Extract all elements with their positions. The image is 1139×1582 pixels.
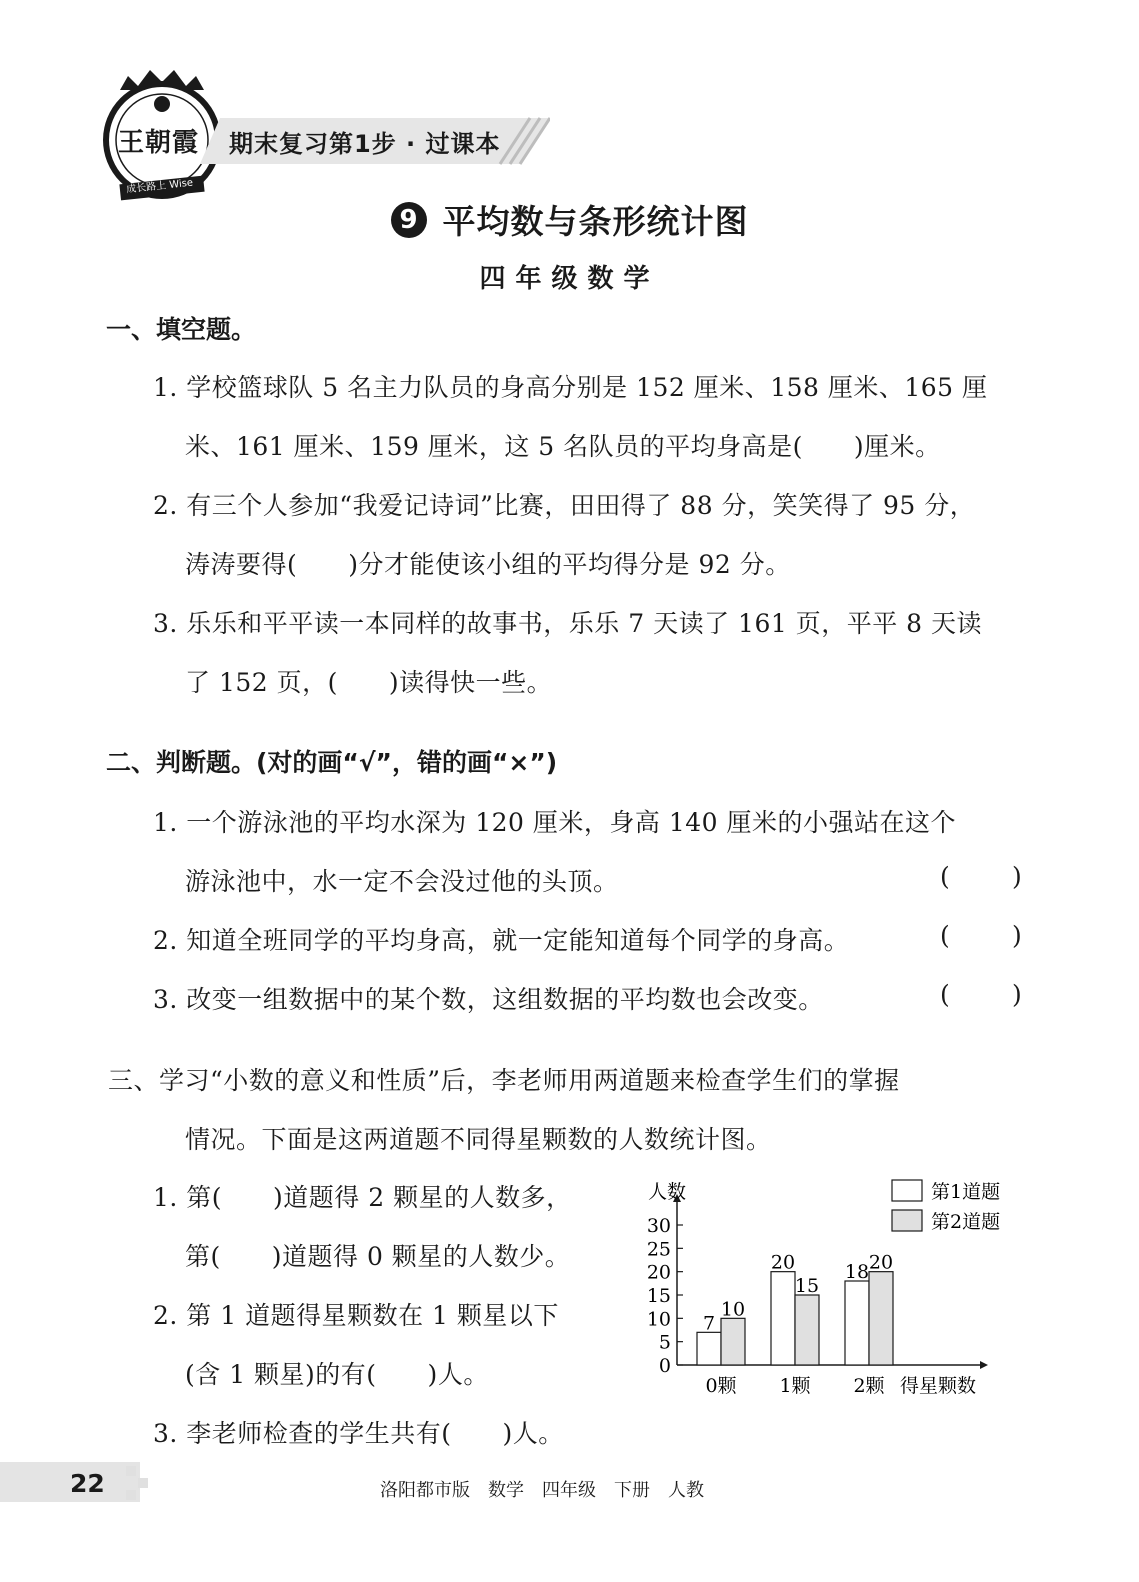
s3-q1-line2: 第( )道题得 0 颗星的人数少。 [185, 1242, 571, 1271]
bar-data-label: 20 [770, 1251, 796, 1274]
s3-q2-line1: 2. 第 1 道题得星颗数在 1 颗星以下 [153, 1301, 559, 1330]
page-number: 22 [70, 1469, 105, 1498]
bar-2 [869, 1272, 893, 1365]
y-tick-label: 25 [646, 1238, 671, 1261]
s2-q1-line2: 游泳池中，水一定不会没过他的头顶。 [185, 867, 619, 896]
y-tick-label: 0 [658, 1355, 671, 1377]
bar-data-label: 15 [794, 1275, 820, 1297]
s2-q1-answer-close: ) [1012, 862, 1022, 891]
page-title [0, 196, 1139, 243]
s1-q2-line2: 涛涛要得( )分才能使该小组的平均得分是 92 分。 [185, 550, 791, 579]
y-tick-label: 20 [646, 1261, 671, 1284]
y-tick-label: 5 [658, 1331, 671, 1354]
x-tick-label: 1颗 [779, 1375, 811, 1397]
section-1-heading: 一、填空题。 [106, 315, 257, 344]
s1-q1-line1: 1. 学校篮球队 5 名主力队员的身高分别是 152 厘米、158 厘米、165 厘 [153, 373, 988, 402]
section-3-heading-line2: 情况。下面是这两道题不同得星颗数的人数统计图。 [185, 1125, 772, 1154]
title-text: 平均数与条形统计图 [442, 202, 749, 241]
logo-name: 王朝霞 [118, 128, 200, 158]
legend-swatch [892, 1180, 922, 1201]
s3-q2-line2: (含 1 颗星)的有( )人。 [185, 1360, 489, 1389]
legend-swatch [892, 1210, 922, 1231]
lesson-number-badge: 9 [391, 202, 427, 238]
x-tick-label: 0颗 [705, 1375, 737, 1397]
s2-q3: 3. 改变一组数据中的某个数，这组数据的平均数也会改变。 [153, 985, 824, 1014]
y-axis-label: 人数 [648, 1181, 687, 1203]
s2-q2-answer-close: ) [1012, 921, 1022, 950]
logo-slogan: 成长路上 Wise [125, 177, 194, 196]
s2-q2-answer-open: ( [940, 921, 950, 950]
s1-q1-line2: 米、161 厘米、159 厘米，这 5 名队员的平均身高是( )厘米。 [185, 432, 941, 461]
legend-label: 第2道题 [931, 1211, 1001, 1233]
s1-q3-line1: 3. 乐乐和平平读一本同样的故事书，乐乐 7 天读了 161 页，平平 8 天读 [153, 609, 983, 638]
bar-1 [771, 1272, 795, 1365]
bar-1 [697, 1332, 721, 1365]
x-axis-arrow [980, 1361, 988, 1369]
legend-label: 第1道题 [931, 1181, 1001, 1203]
s1-q3-line2: 了 152 页，( )读得快一些。 [185, 668, 553, 697]
bar-data-label: 18 [844, 1261, 870, 1283]
s2-q1-answer-open: ( [940, 862, 950, 891]
s3-q3: 3. 李老师检查的学生共有( )人。 [153, 1419, 564, 1448]
s1-q2-line1: 2. 有三个人参加“我爱记诗词”比赛，田田得了 88 分，笑笑得了 95 分， [153, 491, 976, 520]
y-tick-label: 15 [646, 1285, 671, 1307]
s2-q3-answer-close: ) [1012, 980, 1022, 1009]
s3-q1-line1: 1. 第( )道题得 2 颗星的人数多， [153, 1183, 572, 1212]
bar-data-label: 10 [720, 1298, 746, 1321]
bar-2 [795, 1295, 819, 1365]
bar-2 [721, 1318, 745, 1365]
section-3-heading-line1: 三、学习“小数的意义和性质”后，李老师用两道题来检查学生们的掌握 [108, 1066, 900, 1095]
s2-q2: 2. 知道全班同学的平均身高，就一定能知道每个同学的身高。 [153, 926, 850, 955]
footer-decor-square [126, 1466, 136, 1476]
section-2-heading: 二、判断题。(对的画“√”，错的画“×”) [106, 748, 558, 777]
page-subtitle: 四年级数学 [479, 264, 660, 294]
footer-text: 洛阳都市版 数学 四年级 下册 人教 [380, 1480, 704, 1501]
y-tick-label: 10 [646, 1308, 671, 1331]
footer-decor-square [138, 1478, 148, 1488]
bar-chart [630, 1170, 1010, 1410]
bar-1 [845, 1281, 869, 1365]
bar-data-label: 20 [868, 1251, 894, 1274]
bar-data-label: 7 [702, 1312, 716, 1335]
s2-q3-answer-open: ( [940, 980, 950, 1009]
x-axis-label: 得星颗数 [900, 1375, 977, 1397]
banner-text: 期末复习第1步 · 过课本 [229, 130, 501, 158]
y-tick-label: 30 [646, 1215, 671, 1237]
footer-decor-square [126, 1490, 136, 1500]
x-tick-label: 2颗 [853, 1375, 885, 1397]
s2-q1-line1: 1. 一个游泳池的平均水深为 120 厘米，身高 140 厘米的小强站在这个 [153, 808, 957, 837]
